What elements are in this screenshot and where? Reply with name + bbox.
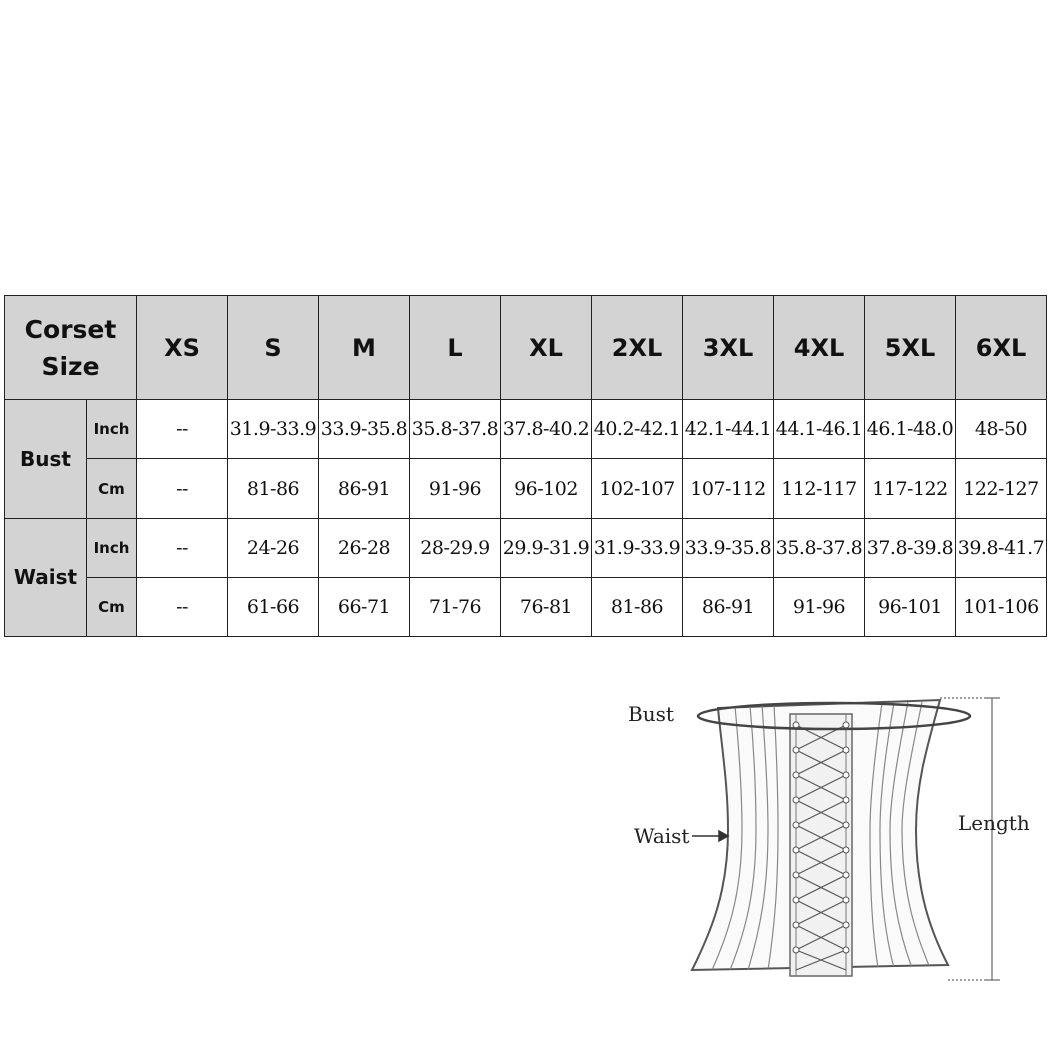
table-cell: 107-112 (683, 459, 774, 518)
table-cell: 81-86 (228, 459, 319, 518)
table-cell: 44.1-46.1 (774, 400, 865, 459)
table-cell: 86-91 (683, 577, 774, 636)
size-header: M (319, 296, 410, 400)
table-cell: 40.2-42.1 (592, 400, 683, 459)
table-cell: 42.1-44.1 (683, 400, 774, 459)
table-cell: -- (137, 577, 228, 636)
table-cell: 76-81 (501, 577, 592, 636)
lacing-panel (790, 714, 852, 976)
table-cell: 46.1-48.0 (865, 400, 956, 459)
size-header: S (228, 296, 319, 400)
unit-label: Inch (87, 400, 137, 459)
table-cell: 48-50 (956, 400, 1047, 459)
table-cell: 91-96 (410, 459, 501, 518)
table-row (5, 518, 1047, 577)
table-cell: 101-106 (956, 577, 1047, 636)
header-row (5, 296, 1047, 400)
unit-label: Cm (87, 459, 137, 518)
table-row (5, 400, 1047, 459)
table-cell: 86-91 (319, 459, 410, 518)
table-cell: 39.8-41.7 (956, 518, 1047, 577)
size-header: 5XL (865, 296, 956, 400)
table-cell: 35.8-37.8 (410, 400, 501, 459)
table-cell: 33.9-35.8 (683, 518, 774, 577)
table-cell: 102-107 (592, 459, 683, 518)
table-cell: 35.8-37.8 (774, 518, 865, 577)
table-cell: 96-101 (865, 577, 956, 636)
bust-label: Bust (628, 702, 674, 726)
table-cell: 81-86 (592, 577, 683, 636)
row-group-label: Bust (5, 400, 87, 518)
table-cell: 24-26 (228, 518, 319, 577)
waist-arrow-icon (692, 831, 728, 841)
table-cell: 31.9-33.9 (228, 400, 319, 459)
table-cell: 28-29.9 (410, 518, 501, 577)
corner-header: Corset Size (5, 296, 137, 400)
table-cell: 26-28 (319, 518, 410, 577)
size-header: 6XL (956, 296, 1047, 400)
table-cell: 37.8-40.2 (501, 400, 592, 459)
table-row (5, 459, 1047, 518)
table-cell: 96-102 (501, 459, 592, 518)
corset-measurement-diagram (600, 680, 1040, 1010)
size-header: 3XL (683, 296, 774, 400)
table-cell: 61-66 (228, 577, 319, 636)
table-cell: 66-71 (319, 577, 410, 636)
size-header: XS (137, 296, 228, 400)
size-header: L (410, 296, 501, 400)
size-header: 4XL (774, 296, 865, 400)
row-group-label: Waist (5, 518, 87, 636)
waist-label: Waist (634, 824, 690, 848)
unit-label: Inch (87, 518, 137, 577)
size-chart-table (4, 295, 1047, 637)
length-arrow-icon (940, 698, 1000, 980)
size-header: 2XL (592, 296, 683, 400)
table-cell: 33.9-35.8 (319, 400, 410, 459)
table-cell: 112-117 (774, 459, 865, 518)
table-row (5, 577, 1047, 636)
table-cell: -- (137, 400, 228, 459)
table-cell: 122-127 (956, 459, 1047, 518)
table-cell: 37.8-39.8 (865, 518, 956, 577)
size-header: XL (501, 296, 592, 400)
table-cell: 31.9-33.9 (592, 518, 683, 577)
table-cell: 117-122 (865, 459, 956, 518)
unit-label: Cm (87, 577, 137, 636)
table-cell: -- (137, 518, 228, 577)
length-label: Length (958, 811, 1030, 835)
table-cell: -- (137, 459, 228, 518)
table-cell: 29.9-31.9 (501, 518, 592, 577)
table-cell: 91-96 (774, 577, 865, 636)
table-cell: 71-76 (410, 577, 501, 636)
